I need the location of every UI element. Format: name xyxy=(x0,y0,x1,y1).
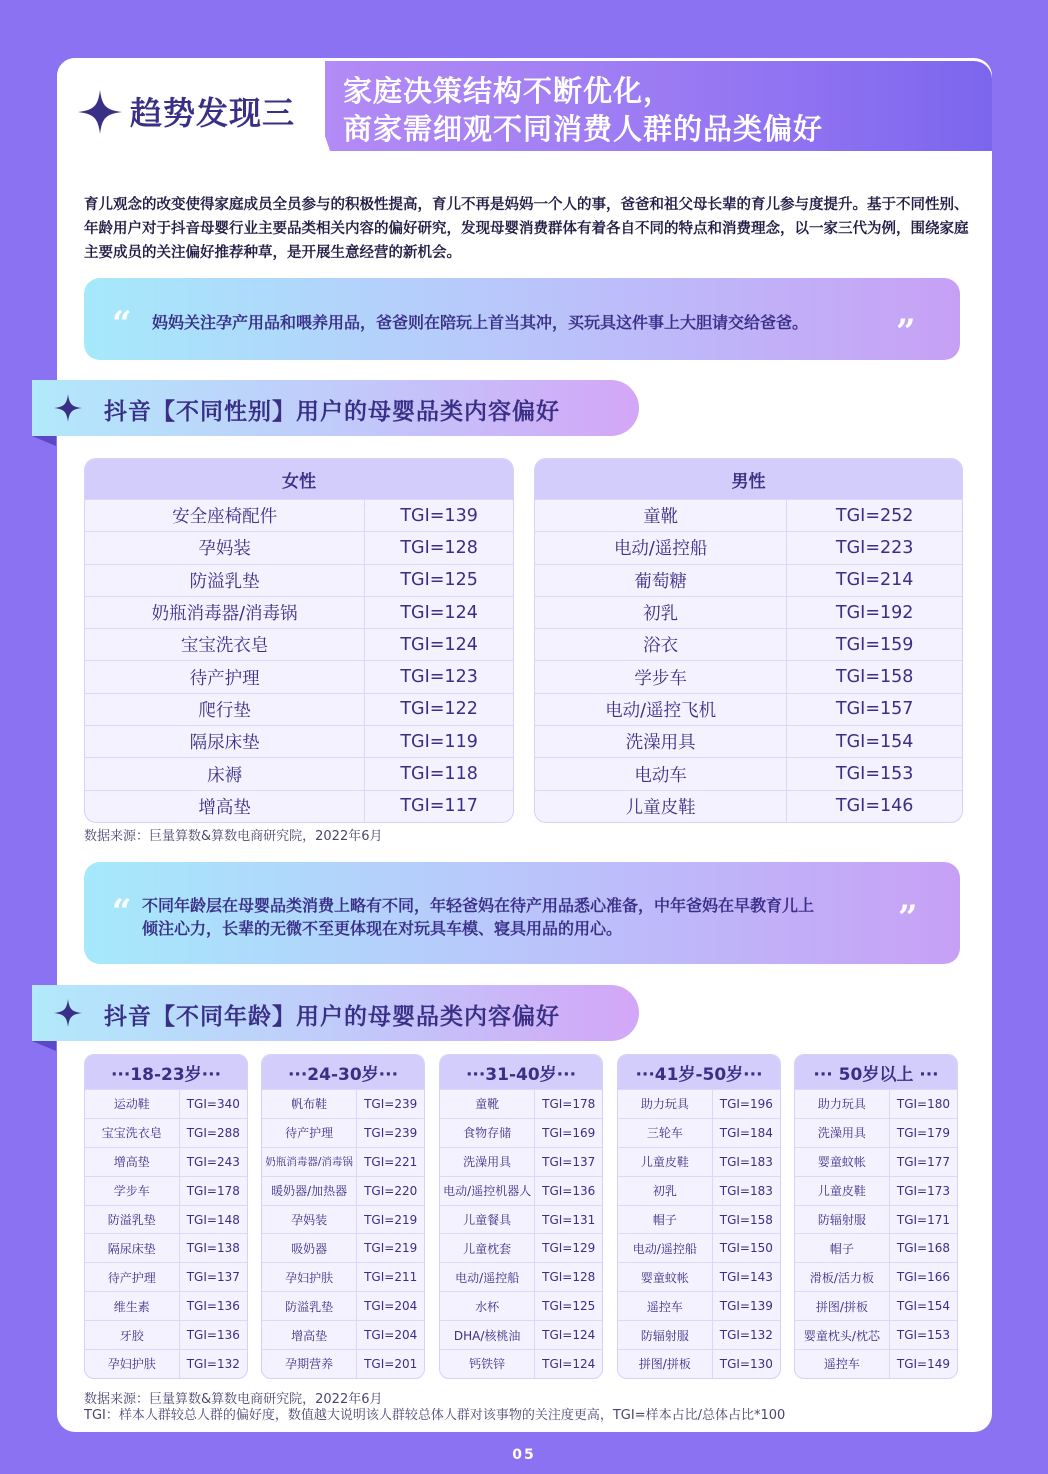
table-row xyxy=(85,1176,247,1205)
tgi-cell: TGI=219 xyxy=(357,1233,424,1262)
table-row xyxy=(440,1233,602,1262)
table-row xyxy=(618,1089,780,1118)
tgi-cell: TGI=146 xyxy=(787,790,962,822)
section-title-age-text: 抖音【不同年龄】用户的母婴品类内容偏好 xyxy=(104,1004,560,1030)
category-cell: 儿童枕套 xyxy=(440,1233,535,1262)
category-cell: 电动车 xyxy=(535,757,787,789)
category-cell: 孕妇护肤 xyxy=(262,1262,357,1291)
tgi-cell: TGI=124 xyxy=(535,1349,602,1378)
tgi-cell: TGI=219 xyxy=(357,1205,424,1234)
table-row xyxy=(85,564,513,596)
tgi-cell: TGI=169 xyxy=(535,1118,602,1147)
section-fold-decoration xyxy=(32,1041,56,1051)
category-cell: 电动/遥控船 xyxy=(535,531,787,563)
tgi-cell: TGI=214 xyxy=(787,564,962,596)
category-cell: 孕妈装 xyxy=(262,1205,357,1234)
table-row xyxy=(535,628,962,660)
category-cell: 儿童皮鞋 xyxy=(535,790,787,822)
table-row xyxy=(262,1089,424,1118)
table-row xyxy=(618,1176,780,1205)
table-row xyxy=(618,1291,780,1320)
table-row xyxy=(535,693,962,725)
category-cell: 葡萄糖 xyxy=(535,564,787,596)
tgi-cell: TGI=154 xyxy=(787,725,962,757)
age-table-31-40 xyxy=(439,1054,603,1379)
category-cell: 儿童餐具 xyxy=(440,1205,535,1234)
category-cell: 增高垫 xyxy=(262,1320,357,1349)
table-row xyxy=(618,1320,780,1349)
category-cell: 隔尿床垫 xyxy=(85,725,365,757)
table-row xyxy=(535,596,962,628)
tgi-cell: TGI=139 xyxy=(713,1291,780,1320)
headline-line-2: 商家需细观不同消费人群的品类偏好 xyxy=(343,112,824,146)
tgi-cell: TGI=178 xyxy=(180,1176,247,1205)
category-cell: 电动/遥控船 xyxy=(440,1262,535,1291)
table-row xyxy=(262,1118,424,1147)
intro-paragraph: 育儿观念的改变使得家庭成员全员参与的积极性提高，育儿不再是妈妈一个人的事，爸爸和祖父母长辈的育儿参与度提升。基于不同性别、年龄用户对于抖音母婴行业主要品类相关内容的偏好研究，发现母婴消费群体有着各自不同的特点和消费理念，以一家三代为例，围绕家庭主要成员的关注偏好推荐种草，是开展生意经营的新机会。 xyxy=(84,197,969,261)
tgi-cell: TGI=239 xyxy=(357,1118,424,1147)
category-cell: 钙铁锌 xyxy=(440,1349,535,1378)
table-row xyxy=(535,531,962,563)
tgi-cell: TGI=136 xyxy=(180,1320,247,1349)
category-cell: 床褥 xyxy=(85,757,365,789)
table-row xyxy=(262,1349,424,1378)
tgi-cell: TGI=130 xyxy=(713,1349,780,1378)
tgi-cell: TGI=220 xyxy=(357,1176,424,1205)
table-row xyxy=(85,531,513,563)
category-cell: 遥控车 xyxy=(795,1349,890,1378)
trend-label: 趋势发现三 xyxy=(130,94,296,132)
sparkle-icon xyxy=(54,394,82,422)
category-cell: 防溢乳垫 xyxy=(85,564,365,596)
tgi-cell: TGI=168 xyxy=(890,1233,957,1262)
tgi-cell: TGI=211 xyxy=(357,1262,424,1291)
category-cell: 儿童皮鞋 xyxy=(795,1176,890,1205)
section-title-gender xyxy=(32,380,639,436)
table-row xyxy=(795,1291,957,1320)
category-cell: 帆布鞋 xyxy=(262,1089,357,1118)
male-table xyxy=(534,458,963,823)
category-cell: 浴衣 xyxy=(535,628,787,660)
table-row xyxy=(535,564,962,596)
tgi-cell: TGI=118 xyxy=(365,757,513,789)
category-cell: 隔尿床垫 xyxy=(85,1233,180,1262)
open-quote-icon: “ xyxy=(112,304,132,344)
category-cell: 奶瓶消毒器/消毒锅 xyxy=(85,596,365,628)
table-row xyxy=(440,1089,602,1118)
category-cell: 电动/遥控机器人 xyxy=(440,1176,535,1205)
tgi-cell: TGI=125 xyxy=(535,1291,602,1320)
category-cell: 帽子 xyxy=(618,1205,713,1234)
category-cell: 食物存储 xyxy=(440,1118,535,1147)
table-row xyxy=(85,1089,247,1118)
source-note-2: 数据来源：巨量算数&算数电商研究院，2022年6月 xyxy=(84,1392,383,1407)
tgi-cell: TGI=128 xyxy=(535,1262,602,1291)
table-row xyxy=(440,1205,602,1234)
table-row xyxy=(85,693,513,725)
close-quote-icon: ” xyxy=(898,898,918,938)
age-table-24-30 xyxy=(261,1054,425,1379)
tgi-cell: TGI=252 xyxy=(787,499,962,531)
tgi-cell: TGI=180 xyxy=(890,1089,957,1118)
tgi-cell: TGI=119 xyxy=(365,725,513,757)
category-cell: 电动/遥控船 xyxy=(618,1233,713,1262)
quote-2-line-2: 倾注心力，长辈的无微不至更体现在对玩具车模、寝具用品的用心。 xyxy=(142,919,623,938)
table-row xyxy=(535,757,962,789)
category-cell: 初乳 xyxy=(535,596,787,628)
table-row xyxy=(85,790,513,822)
tgi-cell: TGI=153 xyxy=(890,1320,957,1349)
category-cell: 婴童蚊帐 xyxy=(618,1262,713,1291)
category-cell: 暖奶器/加热器 xyxy=(262,1176,357,1205)
table-row xyxy=(795,1233,957,1262)
category-cell: 童靴 xyxy=(535,499,787,531)
close-quote-icon: ” xyxy=(896,312,916,352)
table-row xyxy=(795,1147,957,1176)
table-row xyxy=(262,1320,424,1349)
table-row xyxy=(618,1147,780,1176)
category-cell: 帽子 xyxy=(795,1233,890,1262)
category-cell: 学步车 xyxy=(85,1176,180,1205)
tgi-cell: TGI=137 xyxy=(535,1147,602,1176)
table-row xyxy=(262,1176,424,1205)
table-row xyxy=(440,1118,602,1147)
tgi-cell: TGI=123 xyxy=(365,660,513,692)
tgi-cell: TGI=124 xyxy=(365,628,513,660)
tgi-cell: TGI=132 xyxy=(180,1349,247,1378)
tgi-cell: TGI=201 xyxy=(357,1349,424,1378)
category-cell: 洗澡用具 xyxy=(440,1147,535,1176)
tgi-cell: TGI=223 xyxy=(787,531,962,563)
table-row xyxy=(440,1176,602,1205)
table-row xyxy=(85,1118,247,1147)
tgi-cell: TGI=177 xyxy=(890,1147,957,1176)
tgi-cell: TGI=239 xyxy=(357,1089,424,1118)
tgi-cell: TGI=204 xyxy=(357,1320,424,1349)
tgi-cell: TGI=150 xyxy=(713,1233,780,1262)
tgi-cell: TGI=166 xyxy=(890,1262,957,1291)
table-row xyxy=(440,1147,602,1176)
tgi-cell: TGI=171 xyxy=(890,1205,957,1234)
tgi-cell: TGI=178 xyxy=(535,1089,602,1118)
quote-2-text xyxy=(142,894,814,940)
category-cell: 遥控车 xyxy=(618,1291,713,1320)
table-row xyxy=(262,1233,424,1262)
tgi-cell: TGI=125 xyxy=(365,564,513,596)
section-fold-decoration xyxy=(32,436,56,446)
table-row xyxy=(85,499,513,531)
category-cell: 婴童枕头/枕芯 xyxy=(795,1320,890,1349)
category-cell: 待产护理 xyxy=(85,660,365,692)
tgi-note: TGI：样本人群较总人群的偏好度，数值越大说明该人群较总体人群对该事物的关注度更高，TGI=样本占比/总体占比*100 xyxy=(84,1408,786,1423)
table-row xyxy=(440,1291,602,1320)
category-cell: 拼图/拼板 xyxy=(618,1349,713,1378)
age-table-18-23 xyxy=(84,1054,248,1379)
open-quote-icon: “ xyxy=(112,892,132,932)
tgi-cell: TGI=117 xyxy=(365,790,513,822)
tgi-cell: TGI=131 xyxy=(535,1205,602,1234)
tgi-cell: TGI=138 xyxy=(180,1233,247,1262)
table-row xyxy=(795,1118,957,1147)
male-table-header: 男性 xyxy=(535,459,962,499)
tgi-cell: TGI=132 xyxy=(713,1320,780,1349)
category-cell: 初乳 xyxy=(618,1176,713,1205)
table-row xyxy=(85,757,513,789)
category-cell: 防溢乳垫 xyxy=(262,1291,357,1320)
tgi-cell: TGI=157 xyxy=(787,693,962,725)
table-row xyxy=(262,1291,424,1320)
tgi-cell: TGI=243 xyxy=(180,1147,247,1176)
category-cell: 待产护理 xyxy=(262,1118,357,1147)
category-cell: DHA/核桃油 xyxy=(440,1320,535,1349)
tgi-cell: TGI=196 xyxy=(713,1089,780,1118)
category-cell: 防辐射服 xyxy=(795,1205,890,1234)
table-row xyxy=(795,1089,957,1118)
table-row xyxy=(262,1205,424,1234)
category-cell: 防溢乳垫 xyxy=(85,1205,180,1234)
tgi-cell: TGI=149 xyxy=(890,1349,957,1378)
category-cell: 拼图/拼板 xyxy=(795,1291,890,1320)
category-cell: 婴童蚊帐 xyxy=(795,1147,890,1176)
tgi-cell: TGI=148 xyxy=(180,1205,247,1234)
table-row xyxy=(795,1349,957,1378)
headline xyxy=(343,72,823,148)
age-table-header: ···41岁-50岁··· xyxy=(618,1055,780,1089)
age-table-41-50 xyxy=(617,1054,781,1379)
category-cell: 孕妈装 xyxy=(85,531,365,563)
tgi-cell: TGI=143 xyxy=(713,1262,780,1291)
tgi-cell: TGI=158 xyxy=(713,1205,780,1234)
category-cell: 宝宝洗衣皂 xyxy=(85,628,365,660)
category-cell: 三轮车 xyxy=(618,1118,713,1147)
tgi-cell: TGI=158 xyxy=(787,660,962,692)
quote-1-text: 妈妈关注孕产用品和喂养用品，爸爸则在陪玩上首当其冲，买玩具这件事上大胆请交给爸爸。 xyxy=(152,313,809,332)
table-row xyxy=(85,725,513,757)
category-cell: 安全座椅配件 xyxy=(85,499,365,531)
tgi-cell: TGI=183 xyxy=(713,1147,780,1176)
tgi-cell: TGI=340 xyxy=(180,1089,247,1118)
table-row xyxy=(618,1118,780,1147)
category-cell: 防辐射服 xyxy=(618,1320,713,1349)
table-row xyxy=(85,1205,247,1234)
source-note-1: 数据来源：巨量算数&算数电商研究院，2022年6月 xyxy=(84,829,383,844)
table-row xyxy=(85,596,513,628)
category-cell: 洗澡用具 xyxy=(535,725,787,757)
table-row xyxy=(535,660,962,692)
table-row xyxy=(85,1320,247,1349)
tgi-cell: TGI=221 xyxy=(357,1147,424,1176)
tgi-cell: TGI=124 xyxy=(535,1320,602,1349)
tgi-cell: TGI=129 xyxy=(535,1233,602,1262)
tgi-cell: TGI=159 xyxy=(787,628,962,660)
table-row xyxy=(85,660,513,692)
section-title-gender-text: 抖音【不同性别】用户的母婴品类内容偏好 xyxy=(104,399,560,425)
sparkle-icon xyxy=(54,999,82,1027)
table-row xyxy=(535,499,962,531)
tgi-cell: TGI=184 xyxy=(713,1118,780,1147)
tgi-cell: TGI=154 xyxy=(890,1291,957,1320)
category-cell: 水杯 xyxy=(440,1291,535,1320)
quote-2-line-1: 不同年龄层在母婴品类消费上略有不同，年轻爸妈在待产用品悉心准备，中年爸妈在早教育儿上 xyxy=(142,896,815,915)
female-table xyxy=(84,458,514,823)
page-number: 05 xyxy=(512,1447,536,1463)
table-row xyxy=(440,1262,602,1291)
category-cell: 增高垫 xyxy=(85,790,365,822)
headline-line-1: 家庭决策结构不断优化， xyxy=(343,74,674,108)
category-cell: 运动鞋 xyxy=(85,1089,180,1118)
tgi-cell: TGI=288 xyxy=(180,1118,247,1147)
table-row xyxy=(85,1291,247,1320)
table-row xyxy=(795,1320,957,1349)
tgi-cell: TGI=136 xyxy=(180,1291,247,1320)
category-cell: 维生素 xyxy=(85,1291,180,1320)
table-row xyxy=(85,1233,247,1262)
category-cell: 孕期营养 xyxy=(262,1349,357,1378)
table-row xyxy=(262,1147,424,1176)
tgi-cell: TGI=122 xyxy=(365,693,513,725)
category-cell: 增高垫 xyxy=(85,1147,180,1176)
category-cell: 助力玩具 xyxy=(795,1089,890,1118)
category-cell: 奶瓶消毒器/消毒锅 xyxy=(262,1147,357,1176)
table-row xyxy=(795,1205,957,1234)
category-cell: 爬行垫 xyxy=(85,693,365,725)
tgi-cell: TGI=139 xyxy=(365,499,513,531)
table-row xyxy=(795,1262,957,1291)
age-table-50-plus xyxy=(794,1054,958,1379)
category-cell: 待产护理 xyxy=(85,1262,180,1291)
female-table-header: 女性 xyxy=(85,459,513,499)
table-row xyxy=(618,1262,780,1291)
table-row xyxy=(618,1349,780,1378)
table-row xyxy=(262,1262,424,1291)
category-cell: 儿童皮鞋 xyxy=(618,1147,713,1176)
table-row xyxy=(440,1320,602,1349)
category-cell: 助力玩具 xyxy=(618,1089,713,1118)
sparkle-icon xyxy=(78,90,122,134)
category-cell: 电动/遥控飞机 xyxy=(535,693,787,725)
tgi-cell: TGI=183 xyxy=(713,1176,780,1205)
age-table-header: ··· 50岁以上 ··· xyxy=(795,1055,957,1089)
category-cell: 滑板/活力板 xyxy=(795,1262,890,1291)
table-row xyxy=(618,1205,780,1234)
tgi-cell: TGI=137 xyxy=(180,1262,247,1291)
category-cell: 吸奶器 xyxy=(262,1233,357,1262)
category-cell: 孕妇护肤 xyxy=(85,1349,180,1378)
category-cell: 学步车 xyxy=(535,660,787,692)
tgi-cell: TGI=204 xyxy=(357,1291,424,1320)
category-cell: 宝宝洗衣皂 xyxy=(85,1118,180,1147)
category-cell: 童靴 xyxy=(440,1089,535,1118)
table-row xyxy=(85,1262,247,1291)
tgi-cell: TGI=153 xyxy=(787,757,962,789)
quote-box-2 xyxy=(84,862,960,964)
table-row xyxy=(85,1349,247,1378)
table-row xyxy=(85,628,513,660)
tgi-cell: TGI=124 xyxy=(365,596,513,628)
tgi-cell: TGI=179 xyxy=(890,1118,957,1147)
age-table-header: ···18-23岁··· xyxy=(85,1055,247,1089)
tgi-cell: TGI=173 xyxy=(890,1176,957,1205)
tgi-cell: TGI=192 xyxy=(787,596,962,628)
table-row xyxy=(440,1349,602,1378)
tgi-cell: TGI=136 xyxy=(535,1176,602,1205)
table-row xyxy=(795,1176,957,1205)
tgi-cell: TGI=128 xyxy=(365,531,513,563)
age-table-header: ···31-40岁··· xyxy=(440,1055,602,1089)
table-row xyxy=(618,1233,780,1262)
section-title-age xyxy=(32,985,639,1041)
quote-box-1 xyxy=(84,278,960,360)
table-row xyxy=(535,790,962,822)
table-row xyxy=(85,1147,247,1176)
category-cell: 洗澡用具 xyxy=(795,1118,890,1147)
age-table-header: ···24-30岁··· xyxy=(262,1055,424,1089)
category-cell: 牙胶 xyxy=(85,1320,180,1349)
table-row xyxy=(535,725,962,757)
